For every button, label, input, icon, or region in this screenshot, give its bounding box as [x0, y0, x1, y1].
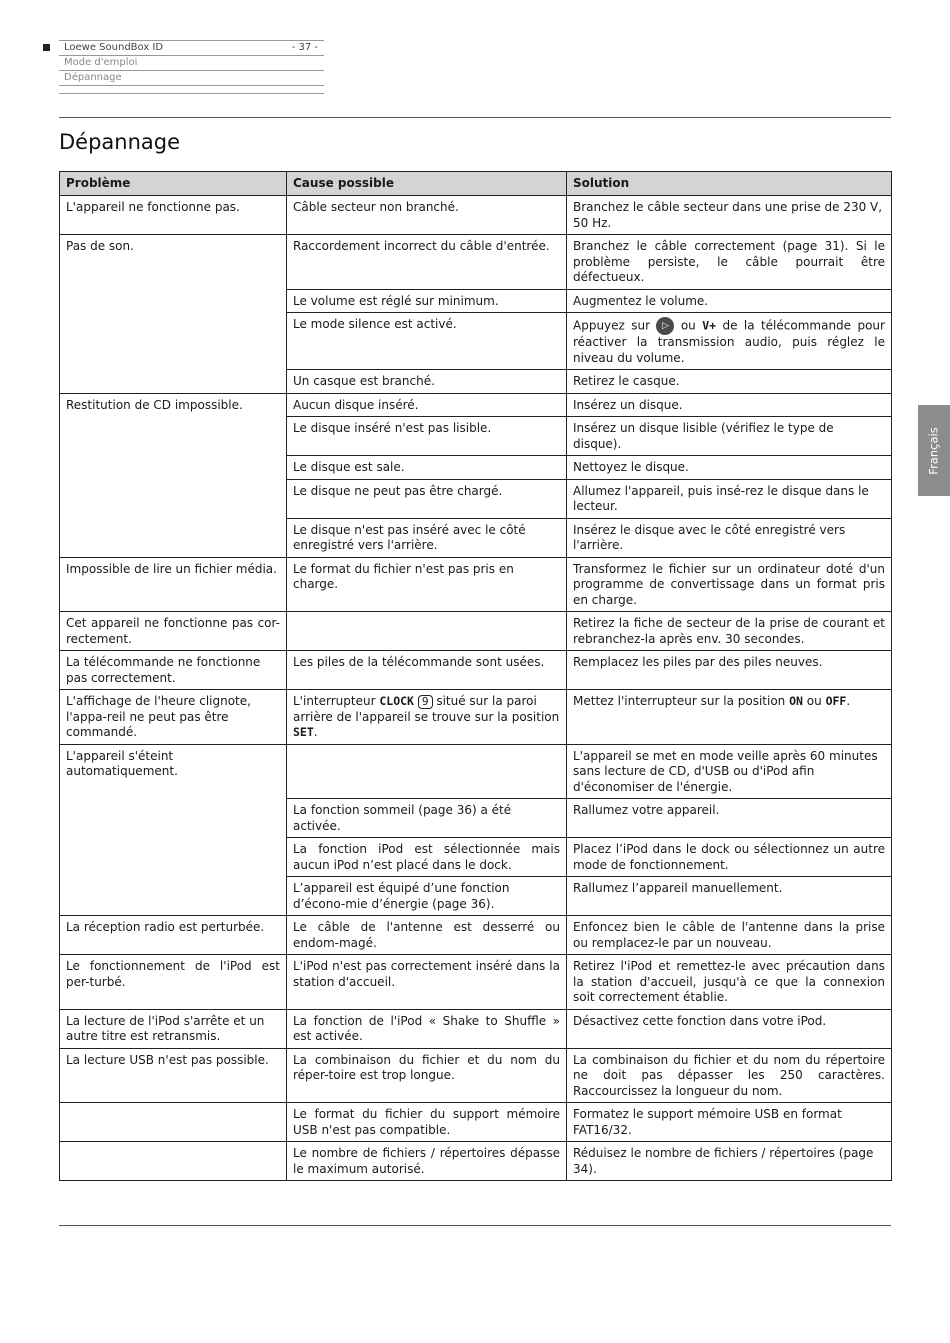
table-row: [60, 557, 892, 612]
header-product: Loewe SoundBox ID: [64, 42, 164, 53]
language-tab: [918, 405, 950, 496]
header-doc: Mode d'emploi: [64, 57, 138, 68]
solution-cell: Allumez l'appareil, puis insé-rez le disque dans le lecteur.: [567, 479, 892, 518]
cause-text: L'interrupteur: [293, 694, 376, 708]
solution-cell: Nettoyez le disque.: [567, 456, 892, 480]
table-row: [60, 744, 892, 799]
table-row: [60, 690, 892, 745]
table-row: [60, 1103, 892, 1142]
cause-cell: [287, 744, 567, 799]
problem-cell: Pas de son.: [60, 235, 287, 394]
mute-icon: ▷: [656, 317, 674, 335]
cause-cell: L'iPod n'est pas correctement inséré dans la station d'accueil.: [287, 955, 567, 1010]
on-position-label: ON: [789, 694, 803, 708]
problem-cell: [60, 1142, 287, 1181]
problem-cell: Cet appareil ne fonctionne pas cor-rectement.: [60, 612, 287, 651]
header-bullet: [43, 44, 50, 51]
solution-text: ou: [806, 694, 822, 708]
cause-cell: Raccordement incorrect du câble d'entrée.: [287, 235, 567, 290]
solution-text: de la télécommande pour réactiver la transmission audio, puis réglez le niveau du volume.: [573, 318, 885, 365]
problem-cell: L'affichage de l'heure clignote, l'appa-reil ne peut pas être commandé.: [60, 690, 287, 745]
table-row: [60, 196, 892, 235]
solution-cell: Remplacez les piles par des piles neuves.: [567, 651, 892, 690]
problem-cell: La télécommande ne fonctionne pas correctement.: [60, 651, 287, 690]
problem-cell: Le fonctionnement de l'iPod est per-turbé.: [60, 955, 287, 1010]
solution-cell: Désactivez cette fonction dans votre iPod.: [567, 1009, 892, 1048]
problem-cell: Impossible de lire un fichier média.: [60, 557, 287, 612]
table-row: [60, 1142, 892, 1181]
table-header-row: [60, 172, 892, 196]
cause-cell: Le volume est réglé sur minimum.: [287, 289, 567, 313]
problem-cell: La lecture USB n'est pas possible.: [60, 1048, 287, 1103]
solution-cell: Réduisez le nombre de fichiers / répertoires (page 34).: [567, 1142, 892, 1181]
solution-cell: Branchez le câble correctement (page 31). Si le problème persiste, le câble pourrait être défectueux.: [567, 235, 892, 290]
top-rule: [59, 117, 891, 118]
cause-cell: Le disque ne peut pas être chargé.: [287, 479, 567, 518]
cause-cell: Le disque n'est pas inséré avec le côté enregistré vers l'arrière.: [287, 518, 567, 557]
cause-cell: [287, 690, 567, 745]
problem-cell: La lecture de l'iPod s'arrête et un autre titre est retransmis.: [60, 1009, 287, 1048]
item-number-badge: 9: [418, 695, 433, 709]
solution-text: Appuyez sur: [573, 318, 651, 333]
problem-cell: La réception radio est perturbée.: [60, 916, 287, 955]
solution-cell: [567, 313, 892, 370]
solution-text: .: [846, 694, 851, 708]
solution-cell: Retirez l'iPod et remettez-le avec précaution dans la station d'accueil, jusqu'à ce que la connexion soit correctement établie.: [567, 955, 892, 1010]
cause-cell: Le disque est sale.: [287, 456, 567, 480]
solution-cell: Branchez le câble secteur dans une prise de 230 V, 50 Hz.: [567, 196, 892, 235]
table-row: [60, 1009, 892, 1048]
table-row: [60, 916, 892, 955]
table-row: [60, 235, 892, 290]
problem-cell: L'appareil s'éteint automatiquement.: [60, 744, 287, 916]
solution-cell: La combinaison du fichier et du nom du répertoire ne doit pas dépasser les 250 caractères. Raccourcissez la longueur du nom.: [567, 1048, 892, 1103]
page-title: Dépannage: [59, 130, 181, 154]
cause-cell: Le nombre de fichiers / répertoires dépasse le maximum autorisé.: [287, 1142, 567, 1181]
cause-cell: Câble secteur non branché.: [287, 196, 567, 235]
cause-cell: Le format du fichier du support mémoire USB n'est pas compatible.: [287, 1103, 567, 1142]
bottom-rule: [59, 1225, 891, 1226]
col-header-cause: Cause possible: [287, 172, 567, 196]
cause-cell: La fonction sommeil (page 36) a été activée.: [287, 799, 567, 838]
cause-cell: [287, 612, 567, 651]
cause-text: .: [313, 725, 318, 739]
solution-cell: Insérez un disque.: [567, 393, 892, 417]
solution-cell: Augmentez le volume.: [567, 289, 892, 313]
solution-cell: L'appareil se met en mode veille après 60 minutes sans lecture de CD, d'USB ou d'iPod afin d'économiser de l'énergie.: [567, 744, 892, 799]
page-number: - 37 -: [291, 42, 318, 53]
table-row: [60, 955, 892, 1010]
off-position-label: OFF: [825, 694, 847, 708]
problem-cell: Restitution de CD impossible.: [60, 393, 287, 557]
problem-cell: [60, 1103, 287, 1142]
solution-cell: Transformez le fichier sur un ordinateur doté d'un programme de convertissage dans un format pris en charge.: [567, 557, 892, 612]
solution-cell: Formatez le support mémoire USB en format FAT16/32.: [567, 1103, 892, 1142]
cause-cell: Les piles de la télécommande sont usées.: [287, 651, 567, 690]
cause-cell: Un casque est branché.: [287, 370, 567, 394]
cause-cell: Le câble de l'antenne est desserré ou endom-magé.: [287, 916, 567, 955]
clock-switch-label: CLOCK: [379, 694, 414, 708]
cause-text: situé sur la paroi arrière de l'appareil se trouve sur la position: [293, 694, 560, 724]
cause-cell: L’appareil est équipé d’une fonction d’écono-mie d’énergie (page 36).: [287, 877, 567, 916]
troubleshooting-table: [59, 171, 892, 1181]
volume-up-key: V+: [702, 318, 717, 333]
solution-text: ou: [680, 318, 696, 333]
cause-cell: Le format du fichier n'est pas pris en charge.: [287, 557, 567, 612]
cause-cell: La combinaison du fichier et du nom du réper-toire est trop longue.: [287, 1048, 567, 1103]
solution-cell: Insérez un disque lisible (vérifiez le type de disque).: [567, 417, 892, 456]
problem-cell: L'appareil ne fonctionne pas.: [60, 196, 287, 235]
solution-cell: Rallumez votre appareil.: [567, 799, 892, 838]
solution-cell: Retirez la fiche de secteur de la prise de courant et rebranchez-la après env. 30 secondes.: [567, 612, 892, 651]
table-row: [60, 1048, 892, 1103]
cause-cell: Le mode silence est activé.: [287, 313, 567, 370]
col-header-solution: Solution: [567, 172, 892, 196]
table-row: [60, 393, 892, 417]
cause-cell: Aucun disque inséré.: [287, 393, 567, 417]
language-tab-label: Français: [927, 426, 941, 475]
solution-cell: Placez l’iPod dans le dock ou sélectionnez un autre mode de fonctionnement.: [567, 838, 892, 877]
table-row: [60, 651, 892, 690]
solution-cell: Retirez le casque.: [567, 370, 892, 394]
set-position-label: SET: [293, 725, 314, 739]
solution-cell: [567, 690, 892, 745]
solution-cell: Insérez le disque avec le côté enregistré vers l'arrière.: [567, 518, 892, 557]
table-row: [60, 612, 892, 651]
cause-cell: Le disque inséré n'est pas lisible.: [287, 417, 567, 456]
solution-text: Mettez l'interrupteur sur la position: [573, 694, 786, 708]
header-section: Dépannage: [64, 72, 122, 83]
col-header-problem: Problème: [60, 172, 287, 196]
solution-cell: Rallumez l’appareil manuellement.: [567, 877, 892, 916]
cause-cell: La fonction iPod est sélectionnée mais aucun iPod n’est placé dans le dock.: [287, 838, 567, 877]
cause-cell: La fonction de l'iPod « Shake to Shuffle » est activée.: [287, 1009, 567, 1048]
running-header: [59, 40, 324, 94]
solution-cell: Enfoncez bien le câble de l'antenne dans la prise ou remplacez-le par un nouveau.: [567, 916, 892, 955]
